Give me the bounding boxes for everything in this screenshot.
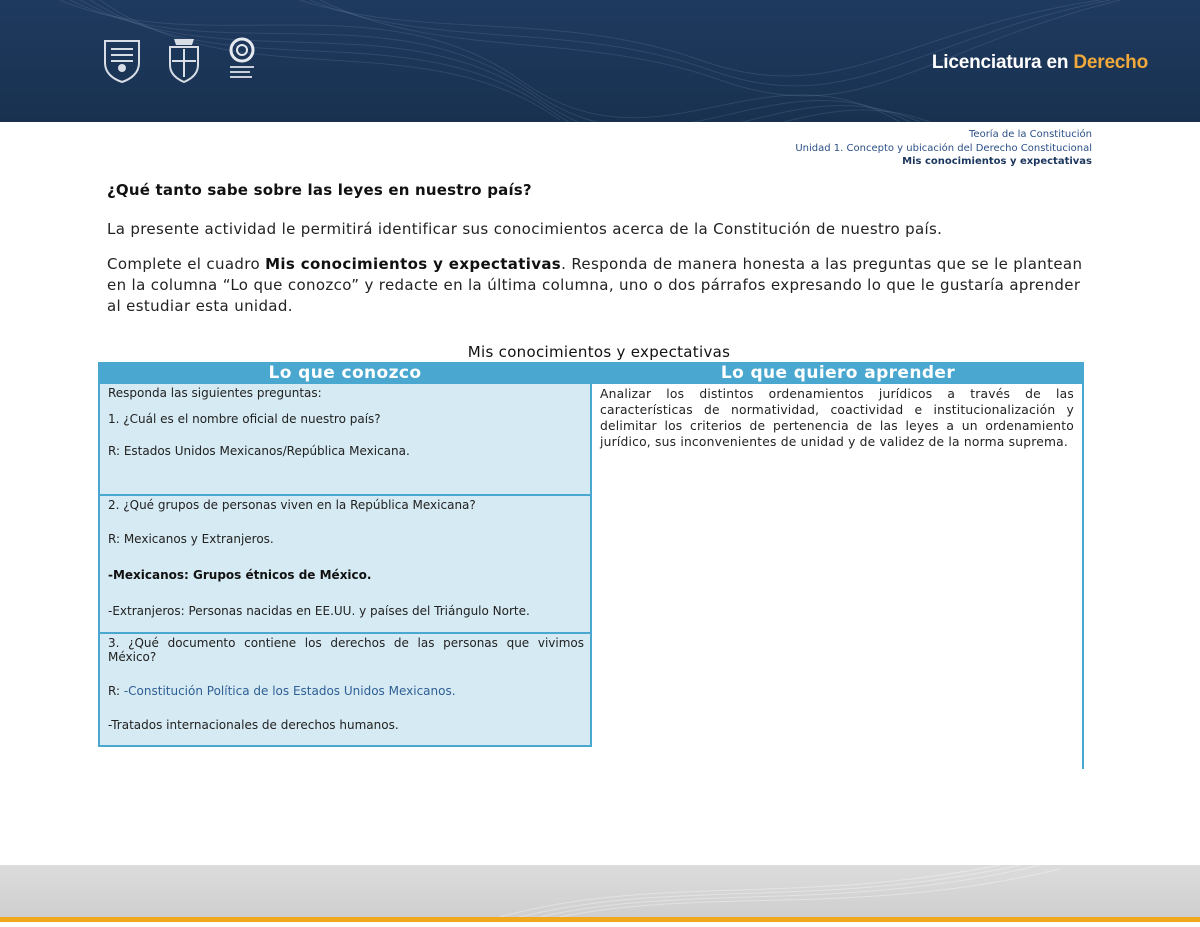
instructions-paragraph — [107, 254, 1097, 317]
footer-accent-line — [0, 917, 1200, 922]
question-cell-1[interactable] — [98, 384, 592, 496]
instructions-bold-text: Mis conocimientos y expectativas — [265, 255, 562, 273]
known-column — [98, 384, 592, 769]
program-title — [932, 52, 1148, 74]
answer-3 — [108, 684, 584, 698]
unam-seal-icon — [100, 36, 144, 84]
question-1: 1. ¿Cuál es el nombre oficial de nuestro país? — [108, 412, 381, 426]
intro-paragraph: La presente actividad le permitirá identificar sus conocimientos acerca de la Constitución de nuestro país. — [107, 220, 943, 238]
answer-3-treaties: -Tratados internacionales de derechos humanos. — [108, 718, 399, 732]
learn-text: Analizar los distintos ordenamientos jurídicos a través de las características de normatividad, coactividad e institucionalización y delimitar los criterios de pertenencia de las leyes a un ordenamiento jurídico, sus inconvenientes de unidad y de validez de la norma suprema. — [600, 387, 1074, 449]
question-cell-3[interactable] — [98, 634, 592, 747]
answer-3-prefix: R: — [108, 684, 124, 698]
answer-2-extranjeros: -Extranjeros: Personas nacidas en EE.UU. y países del Triángulo Norte. — [108, 604, 530, 618]
program-title-accent: Derecho — [1073, 52, 1148, 73]
breadcrumb-activity: Mis conocimientos y expectativas — [902, 156, 1092, 167]
answer-2-mexicanos: -Mexicanos: Grupos étnicos de México. — [108, 568, 372, 582]
instructions-text-start: Complete el cuadro — [107, 255, 266, 273]
footer-band — [0, 865, 1200, 917]
institution-logos — [100, 36, 268, 84]
program-title-prefix: Licenciatura en — [931, 52, 1074, 73]
page-title: ¿Qué tanto sabe sobre las leyes en nuestro país? — [107, 181, 532, 199]
column-header-learn: Lo que quiero aprender — [592, 362, 1084, 384]
question-cell-2[interactable] — [98, 496, 592, 634]
cell-intro: Responda las siguientes preguntas: — [108, 386, 322, 400]
table-header-row — [98, 362, 1084, 384]
faculty-seal-icon — [162, 36, 206, 84]
question-2: 2. ¿Qué grupos de personas viven en la República Mexicana? — [108, 498, 476, 512]
instructions-text-end: . Responda de manera honesta a las preguntas que se le plantean en la columna “Lo que conozco” y redacte en la última columna, uno o dos párrafos expresando lo que le gustaría aprender al estudiar esta unidad. — [107, 255, 1083, 315]
column-header-known: Lo que conozco — [98, 362, 592, 384]
breadcrumb — [795, 128, 1092, 169]
learn-cell[interactable] — [592, 384, 1084, 769]
question-3: 3. ¿Qué documento contiene los derechos de las personas que vivimos México? — [108, 636, 584, 664]
footer-wave-pattern — [0, 865, 1200, 917]
knowledge-table — [98, 362, 1084, 769]
activity-content — [107, 181, 1097, 331]
breadcrumb-unit: Unidad 1. Concepto y ubicación del Derecho Constitucional — [795, 142, 1092, 154]
distance-ed-logo-icon — [224, 36, 268, 84]
header-banner — [0, 0, 1200, 122]
table-body — [98, 384, 1084, 769]
answer-2: R: Mexicanos y Extranjeros. — [108, 532, 274, 546]
answer-1: R: Estados Unidos Mexicanos/República Mexicana. — [108, 444, 410, 458]
answer-3-constitution: -Constitución Política de los Estados Unidos Mexicanos. — [123, 684, 456, 698]
table-caption: Mis conocimientos y expectativas — [467, 343, 731, 361]
breadcrumb-course: Teoría de la Constitución — [969, 129, 1092, 140]
